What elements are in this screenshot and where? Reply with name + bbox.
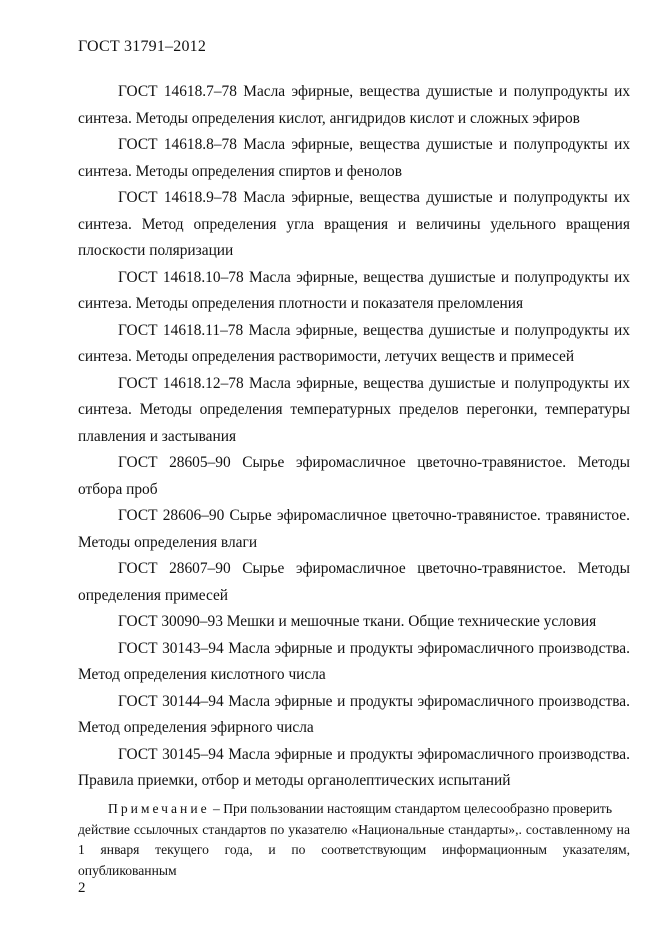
note-text-start: – При пользовании настоящим стандартом целесообразно проверить xyxy=(213,801,613,816)
reference-item xyxy=(78,636,630,689)
reference-item xyxy=(78,450,630,503)
reference-title: Масла эфирные, вещества душистые и полупродукты их синтеза. Методы определения растворимости, летучих веществ и примесей xyxy=(78,321,630,365)
reference-code: ГОСТ 30144–94 xyxy=(118,692,224,710)
page-number: 2 xyxy=(78,880,86,896)
reference-item xyxy=(78,79,630,132)
reference-code: ГОСТ 30090–93 xyxy=(118,613,223,630)
reference-code: ГОСТ 28605–90 xyxy=(118,454,231,471)
reference-title: Масла эфирные, вещества душистые и полупродукты их синтеза. Методы определения кислот, ангидридов кислот и сложных эфиров xyxy=(78,83,631,127)
reference-title: Масла эфирные, вещества душистые и полупродукты их синтеза. Метод определения угла вращения и величины удельного вращения плоскости поляризации xyxy=(78,189,631,259)
reference-item xyxy=(78,132,630,185)
reference-title: Сырье эфиромасличное цветочно-травянистое. травянистое. Методы определения влаги xyxy=(78,507,630,551)
reference-title: Мешки и мешочные ткани. Общие технические условия xyxy=(226,613,597,630)
reference-code: ГОСТ 14618.8–78 xyxy=(118,136,237,153)
reference-title: Сырье эфиромасличное цветочно-травянистое. Методы определения примесей xyxy=(78,560,630,604)
reference-item xyxy=(78,318,630,371)
note-label: Примечание xyxy=(108,801,210,816)
reference-code: ГОСТ 14618.12–78 xyxy=(118,374,244,392)
document-header: ГОСТ 31791–2012 xyxy=(78,38,207,55)
reference-item xyxy=(78,371,630,451)
reference-item xyxy=(78,556,630,609)
reference-code: ГОСТ 14618.10–78 xyxy=(118,268,244,286)
reference-item xyxy=(78,265,630,318)
reference-item xyxy=(78,742,630,795)
reference-code: ГОСТ 14618.11–78 xyxy=(118,321,244,339)
reference-code: ГОСТ 14618.9–78 xyxy=(118,189,237,206)
reference-title: Масла эфирные и продукты эфиромасличного производства. Правила приемки, отбор и методы органолептических испытаний xyxy=(78,745,630,789)
reference-item xyxy=(78,185,630,265)
reference-code: ГОСТ 30145–94 xyxy=(118,745,224,763)
reference-title: Масла эфирные, вещества душистые и полупродукты их синтеза. Методы определения спиртов и фенолов xyxy=(78,136,631,180)
reference-item xyxy=(78,503,630,556)
reference-title: Масла эфирные и продукты эфиромасличного производства. Метод определения кислотного числа xyxy=(78,639,630,683)
reference-title: Сырье эфиромасличное цветочно-травянистое. Методы отбора проб xyxy=(78,454,630,498)
reference-title: Масла эфирные, вещества душистые и полупродукты их синтеза. Методы определения температурных пределов перегонки, температуры плавления и застывания xyxy=(78,374,630,445)
reference-code: ГОСТ 28607–90 xyxy=(118,560,231,577)
reference-title: Масла эфирные и продукты эфиромасличного производства. Метод определения эфирного числа xyxy=(78,692,630,736)
reference-code: ГОСТ 28606–90 xyxy=(118,507,225,524)
reference-item xyxy=(78,689,630,742)
note-block xyxy=(78,799,630,881)
note-first-line xyxy=(78,799,630,820)
reference-code: ГОСТ 14618.7–78 xyxy=(118,83,237,100)
reference-code: ГОСТ 30143–94 xyxy=(118,639,224,657)
normative-references-list xyxy=(78,79,630,795)
reference-title: Масла эфирные, вещества душистые и полупродукты их синтеза. Методы определения плотности и показателя преломления xyxy=(78,268,630,312)
reference-item xyxy=(78,609,630,636)
note-text-rest: действие ссылочных стандартов по указателю «Национальные стандарты»,. составленному на 1 января текущего года, и по соответствующим информационным указателям, опубликованным xyxy=(78,821,630,878)
